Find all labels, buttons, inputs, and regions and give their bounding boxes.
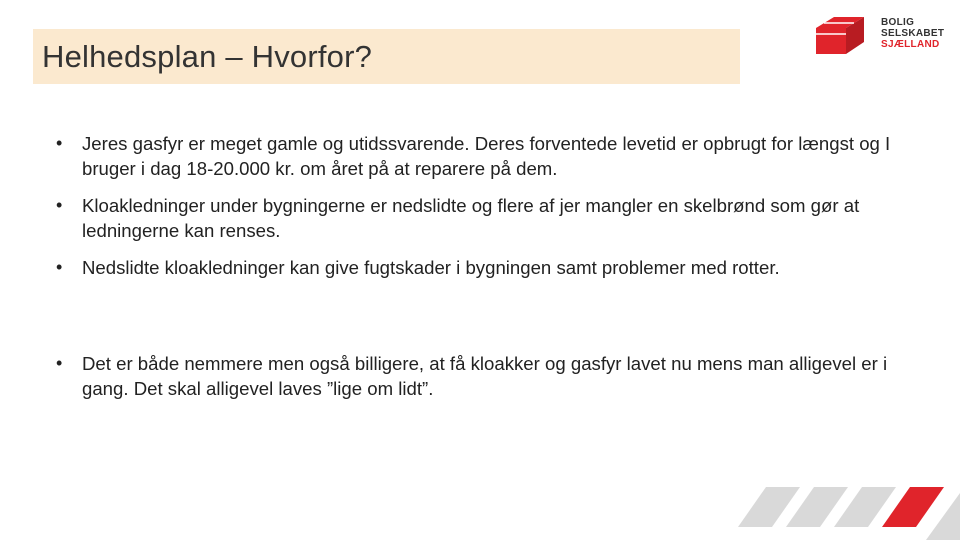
bullet-text: Nedslidte kloakledninger kan give fugtskader i bygningen samt problemer med rotter. [82, 257, 780, 278]
logo-wordmark [881, 17, 944, 50]
corner-stripes-decoration [738, 487, 960, 540]
list-item [56, 255, 936, 280]
bullet-text: Jeres gasfyr er meget gamle og utidssvarende. Deres forventede levetid er opbrugt for længst og I bruger i dag 18-20.000 kr. om året på at reparere på dem. [82, 133, 891, 179]
bullet-text: Kloakledninger under bygningerne er nedslidte og flere af jer mangler en skelbrønd som gør at ledningerne kan renses. [82, 195, 860, 241]
title-banner [33, 29, 740, 84]
bullet-marker: • [56, 353, 63, 373]
bullet-marker: • [56, 133, 63, 153]
logo-line-3: SJÆLLAND [881, 39, 940, 50]
logo-mark-icon [812, 14, 872, 56]
logo-line-1: BOLIG [881, 17, 915, 28]
list-item [56, 193, 936, 243]
company-logo [812, 14, 952, 56]
bullet-marker: • [56, 195, 63, 215]
list-item [56, 351, 936, 401]
bullet-list [56, 131, 936, 401]
list-item [56, 131, 936, 181]
bullet-marker: • [56, 257, 63, 277]
slide-title: Helhedsplan – Hvorfor? [42, 38, 373, 74]
bullet-text: Det er både nemmere men også billigere, at få kloakker og gasfyr lavet nu mens man alligevel er i gang. Det skal alligevel laves ”lige om lidt”. [82, 353, 888, 399]
logo-line-2: SELSKABET [881, 28, 945, 39]
